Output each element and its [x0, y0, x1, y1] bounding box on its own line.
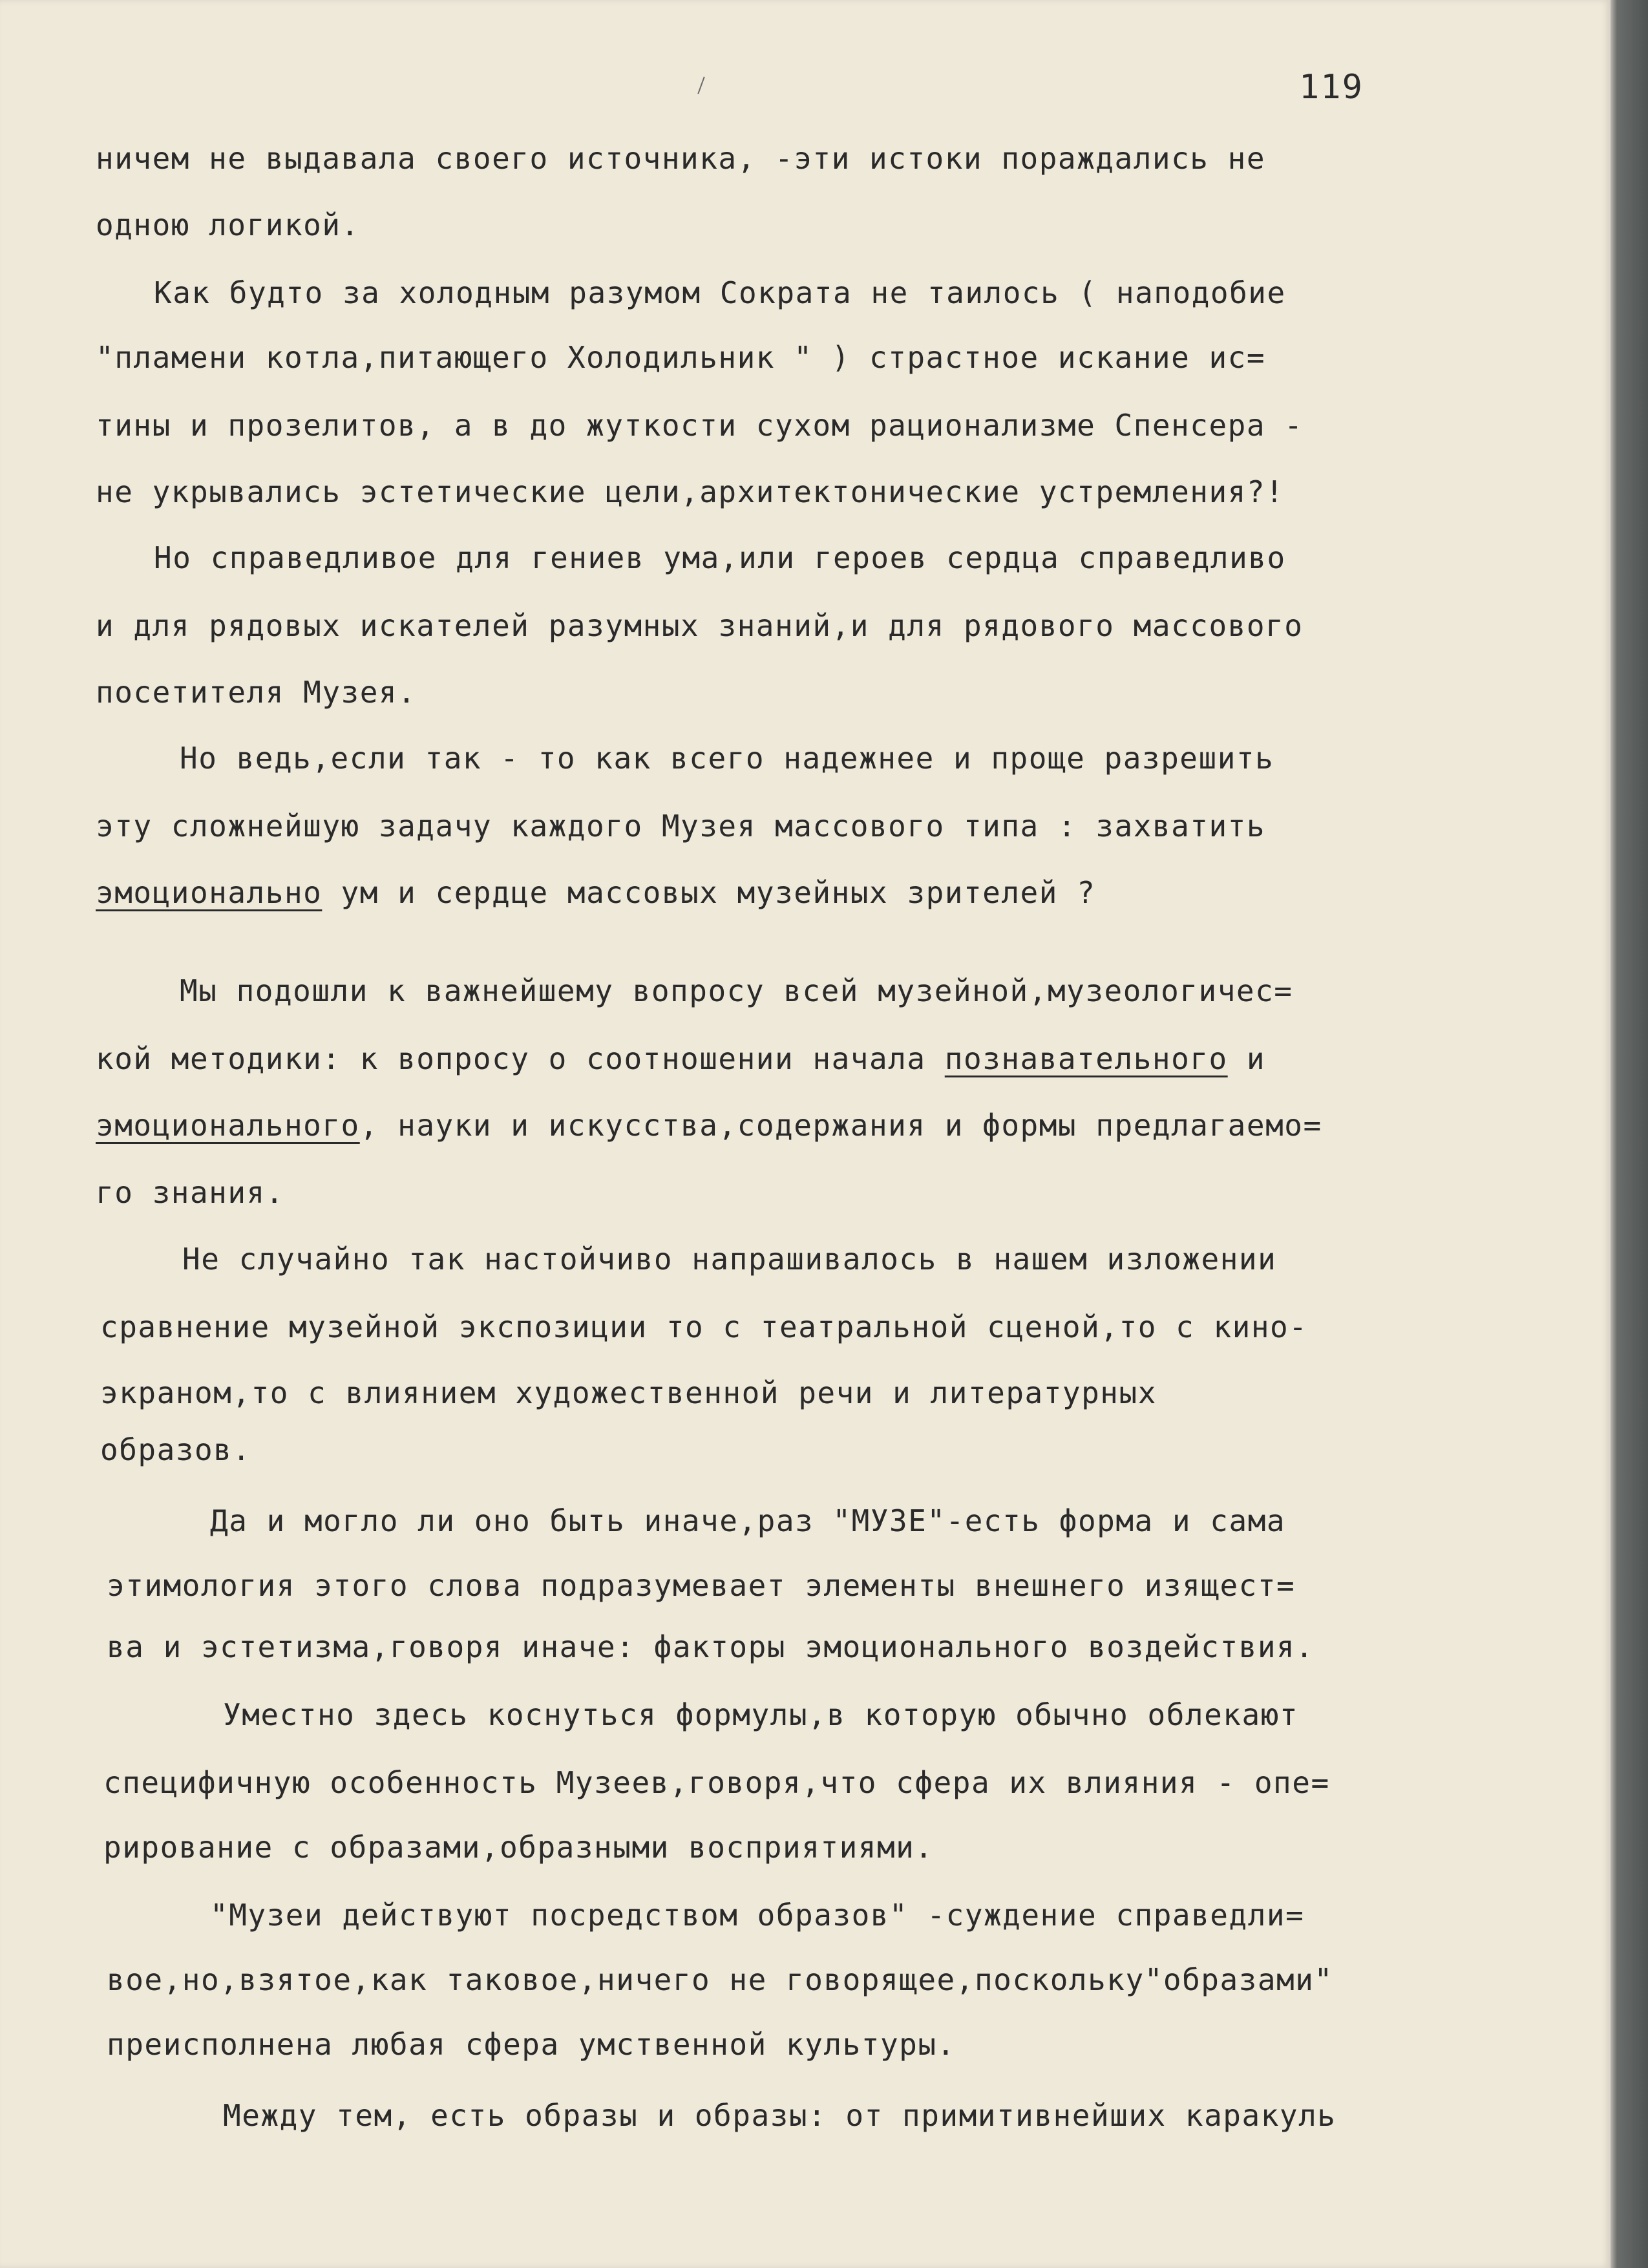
text-line: [96, 1108, 1322, 1143]
text-line: Как будто за холодным разумом Сократа не таилось ( наподобие: [154, 275, 1286, 310]
underlined-word: познавательного: [944, 1041, 1228, 1076]
text-line: Да и могло ли оно быть иначе,раз "МУЗЕ"-есть форма и сама: [210, 1503, 1286, 1538]
text-line: сравнение музейной экспозиции то с театральной сценой,то с кино-: [100, 1309, 1308, 1344]
text-line: образов.: [100, 1432, 251, 1467]
text-line: эту сложнейшую задачу каждого Музея массового типа : захватить: [96, 809, 1266, 843]
text-line: специфичную особенность Музеев,говоря,что сфера их влияния - опе=: [103, 1765, 1330, 1800]
text-line: Но ведь,если так - то как всего надежнее и проще разрешить: [180, 741, 1274, 776]
text-span: , науки и искусства,содержания и формы предлагаемо=: [359, 1108, 1322, 1143]
text-line: [96, 1041, 1266, 1076]
text-line: этимология этого слова подразумевает элементы внешнего изящест=: [107, 1568, 1296, 1603]
text-span: кой методики: к вопросу о соотношении начала: [96, 1041, 945, 1076]
text-line: экраном,то с влиянием художественной речи и литературных: [100, 1375, 1157, 1410]
text-line: "пламени котла,питающего Холодильник " ) страстное искание ис=: [96, 340, 1266, 375]
text-span: ум и сердце массовых музейных зрителей ?: [322, 875, 1096, 910]
scan-background-edge: [1611, 0, 1648, 2268]
page-number: 119: [1299, 68, 1364, 107]
text-span: и: [1227, 1041, 1266, 1076]
text-line: тины и прозелитов, а в до жуткости сухом рационализме Спенсера -: [96, 408, 1304, 443]
text-line: Но справедливое для гениев ума,или героев сердца справедливо: [154, 540, 1286, 575]
text-line: рирование с образами,образными восприятиями.: [103, 1830, 934, 1865]
text-line: "Музеи действуют посредством образов" -суждение справедли=: [210, 1898, 1305, 1933]
text-line: не укрывались эстетические цели,архитектонические устремления?!: [96, 474, 1285, 509]
text-line: Не случайно так настойчиво напрашивалось в нашем изложении: [182, 1242, 1277, 1277]
text-line: Уместно здесь коснуться формулы,в которую обычно облекают: [223, 1697, 1299, 1732]
text-line: преисполнена любая сфера умственной культуры.: [107, 2027, 956, 2062]
text-line: и для рядовых искателей разумных знаний,и для рядового массового: [96, 608, 1304, 643]
underlined-word: эмоционально: [96, 875, 322, 910]
text-line: Между тем, есть образы и образы: от примитивнейших каракуль: [223, 2098, 1336, 2133]
text-line: вое,но,взятое,как таковое,ничего не говорящее,поскольку"образами": [107, 1962, 1333, 1997]
text-line: ва и эстетизма,говоря иначе: факторы эмоционального воздействия.: [107, 1629, 1315, 1664]
underlined-word: эмоционального: [96, 1108, 360, 1143]
text-line: одною логикой.: [96, 207, 360, 242]
text-line: Мы подошли к важнейшему вопросу всей музейной,музеологичес=: [180, 973, 1293, 1008]
text-line: го знания.: [96, 1175, 284, 1210]
text-line: [96, 875, 1096, 910]
pencil-mark: [697, 77, 704, 94]
text-line: ничем не выдавала своего источника, -эти истоки пораждались не: [96, 141, 1266, 176]
text-line: посетителя Музея.: [96, 675, 417, 710]
